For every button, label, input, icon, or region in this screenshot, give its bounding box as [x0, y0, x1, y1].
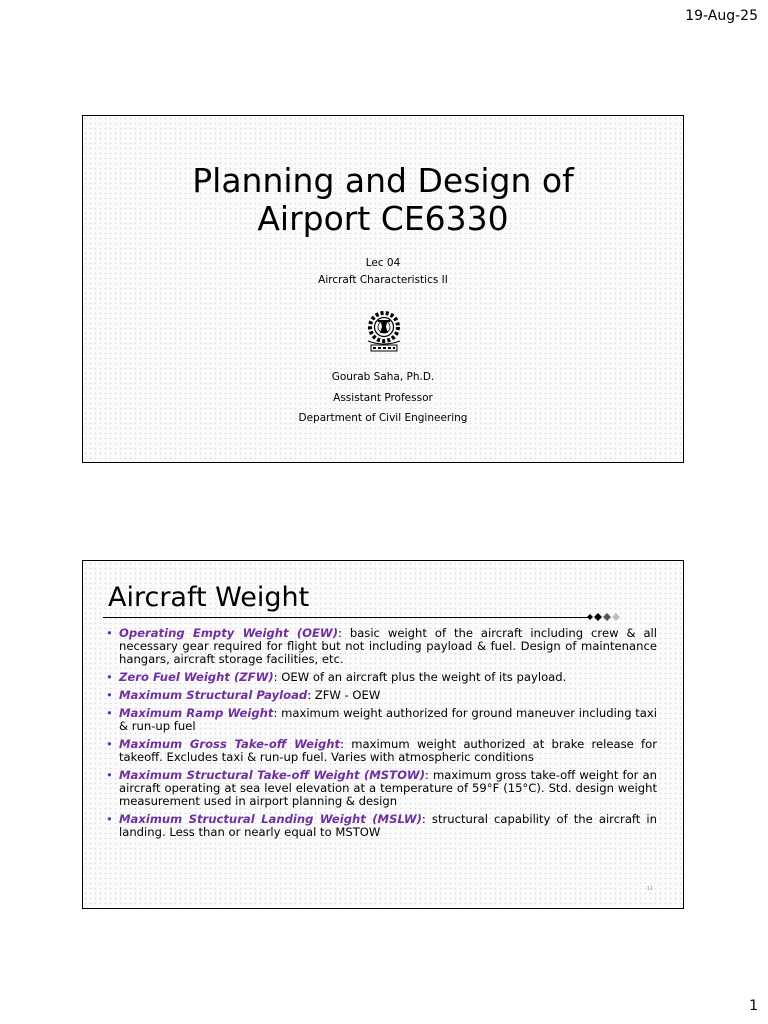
- list-item: [103, 813, 657, 839]
- bullet: •: [106, 705, 113, 720]
- author-position: Assistant Professor: [333, 392, 433, 404]
- definition: maximum weight authorized for ground maneuver including taxi & run-up fuel: [119, 705, 657, 733]
- list-item: [103, 738, 657, 764]
- bullet: •: [106, 767, 113, 782]
- definition: OEW of an aircraft plus the weight of its payload.: [277, 670, 567, 685]
- term: Maximum Structural Take-off Weight (MSTOW): [119, 767, 426, 782]
- definition: ZFW - OEW: [311, 688, 381, 702]
- term-separator: :: [425, 767, 429, 782]
- bullet: •: [106, 736, 113, 751]
- definition: maximum gross take-off weight for an aircraft operating at sea level elevation at a temperature of 59°F (15°C). Std. design weight measurement used in airport planning & design: [119, 767, 657, 809]
- bullet: •: [106, 626, 113, 640]
- bullet: •: [106, 670, 113, 685]
- title-line-2: Airport CE6330: [257, 199, 509, 238]
- institute-emblem-icon: [362, 307, 406, 355]
- term: Operating Empty Weight (OEW): [119, 626, 338, 640]
- diamonds-ornament-icon: [587, 611, 629, 623]
- term-separator: :: [273, 705, 278, 720]
- term: Maximum Structural Payload: [119, 688, 308, 702]
- bullet: •: [106, 688, 113, 702]
- content-slide: [82, 560, 684, 909]
- list-item: [103, 707, 657, 733]
- term: Zero Fuel Weight (ZFW): [119, 670, 274, 685]
- definition: basic weight of the aircraft including crew & all necessary gear required for flight but not including payload & fuel. Design of maintenance hangars, aircraft storage facilities, etc.: [119, 626, 657, 667]
- term-separator: :: [338, 626, 342, 640]
- list-item: [103, 627, 657, 667]
- term-separator: :: [307, 688, 312, 702]
- title-slide: [82, 115, 684, 463]
- slide-number: 11: [646, 886, 653, 892]
- slide-title: Aircraft Weight: [108, 582, 310, 613]
- list-item: [103, 671, 657, 684]
- term-separator: :: [421, 812, 426, 826]
- term: Maximum Structural Landing Weight (MSLW): [119, 812, 422, 826]
- lecture-number: Lec 04: [365, 257, 401, 269]
- author-name: Gourab Saha, Ph.D.: [331, 371, 435, 383]
- definition: maximum weight authorized at brake release for takeoff. Excludes taxi & run-up fuel. Varies with atmospheric conditions: [119, 736, 657, 764]
- term: Maximum Gross Take-off Weight: [119, 736, 341, 751]
- list-item: [103, 689, 657, 702]
- list-item: [103, 769, 657, 809]
- title-line-1: Planning and Design of: [192, 161, 574, 200]
- page-number: 1: [749, 998, 758, 1014]
- term-separator: :: [273, 670, 278, 685]
- lecture-subtitle: Aircraft Characteristics II: [318, 274, 448, 286]
- title-rule: [103, 617, 589, 618]
- slide-title: [83, 162, 683, 238]
- author-department: Department of Civil Engineering: [298, 412, 468, 424]
- bullet: •: [106, 812, 113, 826]
- page-date: 19-Aug-25: [685, 8, 758, 24]
- term: Maximum Ramp Weight: [119, 705, 274, 720]
- weight-definitions-list: [103, 627, 657, 844]
- definition: structural capability of the aircraft in landing. Less than or nearly equal to MSTOW: [119, 812, 658, 840]
- term-separator: :: [340, 736, 344, 751]
